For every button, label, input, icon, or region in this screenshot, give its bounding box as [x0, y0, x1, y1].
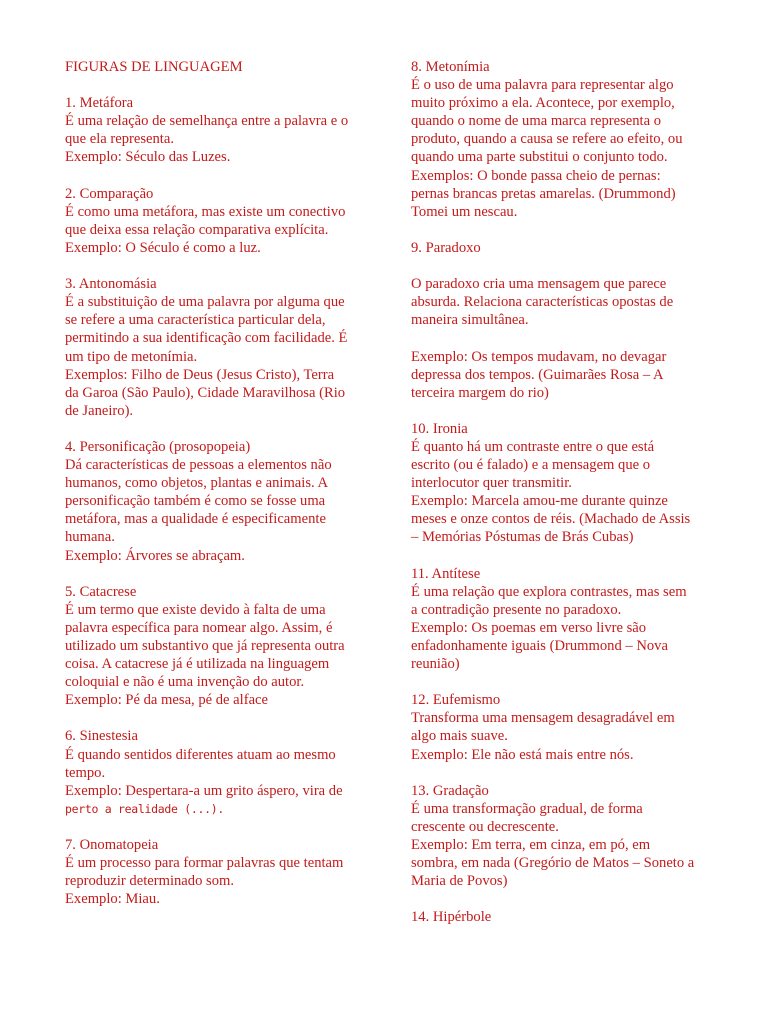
text-line: terceira margem do rio) — [411, 384, 549, 401]
text-line: É o uso de uma palavra para representar algo — [411, 77, 674, 94]
paragraph-spacer — [411, 764, 721, 782]
section-eufemismo — [411, 691, 721, 763]
section-metafora — [65, 94, 370, 166]
left-column — [65, 58, 370, 908]
text-line: humanos, como objetos, plantas e animais. A — [65, 475, 329, 492]
section-ironia — [411, 420, 721, 547]
section-personificacao — [65, 438, 370, 565]
text-line: É um termo que existe devido à falta de uma — [65, 601, 326, 618]
section-heading-line: 12. Eufemismo — [411, 692, 501, 709]
text-line: sombra, em nada (Gregório de Matos – Soneto a — [411, 855, 695, 872]
text-line: É uma relação de semelhança entre a palavra e o — [65, 113, 349, 130]
text-line: coisa. A catacrese já é utilizada na linguagem — [65, 656, 330, 673]
text-line: utilizado um substantivo que já representa outra — [65, 638, 345, 654]
text-line: personificação também é como se fosse uma — [65, 493, 326, 510]
section-paradoxo-body — [411, 275, 721, 329]
text-line: Dá características de pessoas a elementos não — [65, 457, 332, 474]
paragraph-spacer — [65, 565, 370, 583]
text-line: produto, quando a causa se refere ao efeito, ou — [411, 131, 683, 148]
section-heading-line: O paradoxo cria uma mensagem que parece — [411, 276, 667, 293]
text-line: humana. — [65, 529, 115, 546]
section-heading-line: 6. Sinestesia — [65, 728, 138, 745]
paragraph-spacer — [411, 221, 721, 239]
document-title — [65, 58, 370, 76]
text-line: enfadonhamente iguais (Drummond – Nova — [411, 638, 668, 654]
text-line: É quanto há um contraste entre o que está — [411, 438, 655, 455]
paragraph-spacer — [411, 329, 721, 347]
text-line: Exemplo: Em terra, em cinza, em pó, em — [411, 837, 651, 854]
text-line: Exemplo: Pé da mesa, pé de alface — [65, 692, 269, 709]
text-line: permitindo a sua identificação com facilidade. É — [65, 330, 348, 347]
text-line: Exemplo: O Século é como a luz. — [65, 239, 261, 256]
paragraph-spacer — [65, 818, 370, 836]
paragraph-spacer — [65, 420, 370, 438]
text-line: palavra específica para nomear algo. Assim, é — [65, 619, 333, 636]
text-line: pernas brancas pretas amarelas. (Drummond) — [411, 185, 676, 202]
paragraph-spacer — [411, 257, 721, 275]
text-line: a contradição presente no paradoxo. — [411, 601, 622, 618]
text-line: reproduzir determinado som. — [65, 873, 234, 890]
paragraph-spacer — [411, 673, 721, 691]
section-heading-line: 4. Personificação (prosopopeia) — [65, 438, 251, 455]
text-line: Exemplo: Século das Luzes. — [65, 149, 231, 166]
text-line: metáfora, mas a qualidade é especificamente — [65, 511, 326, 528]
paragraph-spacer — [65, 709, 370, 727]
text-line: Exemplo: Os poemas em verso livre são — [411, 619, 647, 636]
text-line: Exemplos: Filho de Deus (Jesus Cristo), Terra — [65, 366, 335, 383]
text-line: absurda. Relaciona características opostas de — [411, 294, 674, 311]
section-heading-line: 5. Catacrese — [65, 583, 137, 600]
section-heading-line: Exemplo: Os tempos mudavam, no devagar — [411, 348, 667, 365]
text-line: É quando sentidos diferentes atuam ao mesmo — [65, 746, 336, 763]
section-heading-line: 7. Onomatopeia — [65, 837, 159, 854]
text-line: É uma transformação gradual, de forma — [411, 800, 643, 817]
text-line: muito próximo a ela. Acontece, por exemplo, — [411, 95, 675, 112]
paragraph-spacer — [411, 402, 721, 420]
text-line: Exemplo: Ele não está mais entre nós. — [411, 746, 634, 763]
text-line: meses e onze contos de réis. (Machado de Assis — [411, 511, 691, 528]
section-heading-line: 8. Metonímia — [411, 59, 490, 75]
section-hiperbole — [411, 908, 721, 926]
paragraph-spacer — [65, 257, 370, 275]
section-heading-line: 1. Metáfora — [65, 95, 134, 112]
text-line: reunião) — [411, 656, 460, 673]
right-column — [411, 58, 721, 927]
text-line: de Janeiro). — [65, 402, 134, 419]
section-paradoxo-example — [411, 348, 721, 402]
text-line: Exemplos: O bonde passa cheio de pernas: — [411, 167, 661, 184]
text-line: se refere a uma característica particular dela, — [65, 312, 326, 329]
section-heading-line: 14. Hipérbole — [411, 909, 492, 926]
text-line: tempo. — [65, 764, 106, 781]
text-line: da Garoa (São Paulo), Cidade Maravilhosa (Rio — [65, 384, 346, 401]
text-line: depressa dos tempos. (Guimarães Rosa – A — [411, 366, 664, 383]
section-paradoxo-heading — [411, 239, 721, 257]
text-line: crescente ou decrescente. — [411, 818, 559, 835]
section-metonimia — [411, 58, 721, 221]
text-line: É uma relação que explora contrastes, mas sem — [411, 583, 687, 600]
paragraph-spacer — [411, 890, 721, 908]
paragraph-spacer — [65, 167, 370, 185]
text-line: É a substituição de uma palavra por alguma que — [65, 294, 345, 311]
section-onomatopeia — [65, 836, 370, 908]
section-heading-line: 3. Antonomásia — [65, 276, 157, 293]
section-heading-line: 11. Antítese — [411, 565, 481, 582]
section-gradacao — [411, 782, 721, 891]
text-line: perto a realidade (...). — [65, 801, 224, 816]
text-line: que deixa essa relação comparativa explícita. — [65, 221, 329, 238]
text-line: algo mais suave. — [411, 728, 508, 745]
section-heading-line: FIGURAS DE LINGUAGEM — [65, 59, 243, 75]
text-line: É um processo para formar palavras que tentam — [65, 855, 344, 872]
text-line: É como uma metáfora, mas existe um conectivo — [65, 203, 346, 220]
paragraph-spacer — [411, 547, 721, 565]
text-line: Exemplo: Árvores se abraçam. — [65, 547, 245, 564]
text-line: Tomei um nescau. — [411, 203, 518, 220]
text-line: quando uma parte substitui o conjunto todo. — [411, 149, 668, 166]
section-comparacao — [65, 185, 370, 257]
text-line: Exemplo: Marcela amou-me durante quinze — [411, 493, 668, 510]
text-line: maneira simultânea. — [411, 312, 529, 329]
section-heading-line: 10. Ironia — [411, 420, 468, 437]
section-heading-line: 2. Comparação — [65, 185, 154, 202]
text-line: Exemplo: Despertara-a um grito áspero, vira de — [65, 782, 343, 799]
text-line: escrito (ou é falado) e a mensagem que o — [411, 457, 651, 474]
text-line: interlocutor quer transmitir. — [411, 475, 572, 492]
text-line: Exemplo: Miau. — [65, 891, 160, 908]
text-line: que ela representa. — [65, 131, 174, 148]
text-line: – Memórias Póstumas de Brás Cubas) — [411, 529, 634, 546]
section-antonomasia — [65, 275, 370, 420]
section-heading-line: 13. Gradação — [411, 782, 489, 799]
section-sinestesia — [65, 727, 370, 817]
paragraph-spacer — [65, 76, 370, 94]
text-line: quando o nome de uma marca representa o — [411, 113, 662, 130]
text-line: coloquial e não é uma invenção do autor. — [65, 674, 305, 691]
text-line: Transforma uma mensagem desagradável em — [411, 710, 675, 727]
text-line: um tipo de metonímia. — [65, 348, 198, 365]
text-line: Maria de Povos) — [411, 873, 508, 890]
section-catacrese — [65, 583, 370, 710]
section-antitese — [411, 565, 721, 674]
section-heading-line: 9. Paradoxo — [411, 239, 481, 256]
